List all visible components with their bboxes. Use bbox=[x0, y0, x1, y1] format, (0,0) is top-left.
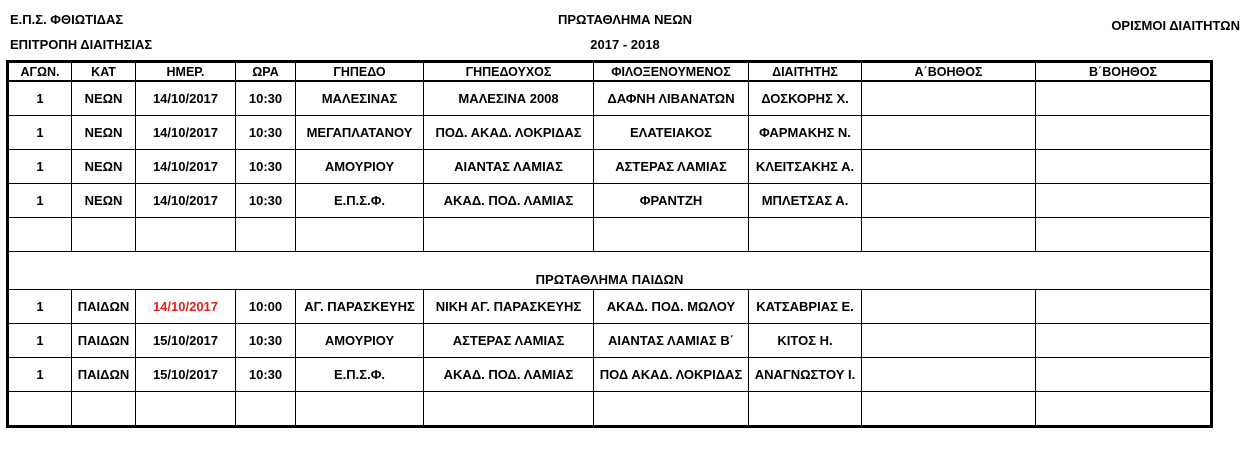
cell-assistant-1 bbox=[862, 184, 1036, 218]
table-row bbox=[9, 184, 1211, 218]
section-row bbox=[9, 252, 1211, 290]
cell-date: 14/10/2017 bbox=[136, 290, 236, 324]
cell-stadium bbox=[296, 392, 424, 426]
cell-home-team bbox=[424, 218, 594, 252]
cell-category: ΠΑΙΔΩΝ bbox=[72, 290, 136, 324]
cell-away-team: ΔΑΦΝΗ ΛΙΒΑΝΑΤΩΝ bbox=[594, 81, 749, 116]
cell-assistant-2 bbox=[1036, 184, 1211, 218]
cell-match-number: 1 bbox=[9, 184, 72, 218]
cell-date: 15/10/2017 bbox=[136, 324, 236, 358]
cell-category: ΝΕΩΝ bbox=[72, 184, 136, 218]
column-header-assistant-1: Α΄ΒΟΗΘΟΣ bbox=[862, 63, 1036, 82]
cell-away-team: ΑΙΑΝΤΑΣ ΛΑΜΙΑΣ Β΄ bbox=[594, 324, 749, 358]
cell-assistant-2 bbox=[1036, 81, 1211, 116]
cell-date: 14/10/2017 bbox=[136, 116, 236, 150]
column-header-category: ΚΑΤ bbox=[72, 63, 136, 82]
cell-stadium bbox=[296, 218, 424, 252]
cell-date: 14/10/2017 bbox=[136, 81, 236, 116]
table-row bbox=[9, 81, 1211, 116]
cell-time bbox=[236, 392, 296, 426]
cell-time: 10:00 bbox=[236, 290, 296, 324]
cell-referee: ΚΙΤΟΣ Η. bbox=[749, 324, 862, 358]
cell-stadium: ΜΑΛΕΣΙΝΑΣ bbox=[296, 81, 424, 116]
cell-time: 10:30 bbox=[236, 81, 296, 116]
cell-assistant-1 bbox=[862, 116, 1036, 150]
cell-stadium: Ε.Π.Σ.Φ. bbox=[296, 358, 424, 392]
cell-time bbox=[236, 218, 296, 252]
cell-time: 10:30 bbox=[236, 116, 296, 150]
cell-assistant-1 bbox=[862, 392, 1036, 426]
table-header-row bbox=[9, 63, 1211, 82]
cell-stadium: ΑΓ. ΠΑΡΑΣΚΕΥΗΣ bbox=[296, 290, 424, 324]
cell-assistant-2 bbox=[1036, 358, 1211, 392]
cell-stadium: ΜΕΓΑΠΛΑΤΑΝΟΥ bbox=[296, 116, 424, 150]
organization-name: Ε.Π.Σ. ΦΘΙΩΤΙΔΑΣ bbox=[10, 12, 124, 27]
column-header-assistant-2: Β΄ΒΟΗΘΟΣ bbox=[1036, 63, 1211, 82]
cell-date bbox=[136, 392, 236, 426]
cell-away-team: ΑΚΑΔ. ΠΟΔ. ΜΩΛΟΥ bbox=[594, 290, 749, 324]
cell-match-number: 1 bbox=[9, 358, 72, 392]
section-title: ΠΡΩΤΑΘΛΗΜΑ ΠΑΙΔΩΝ bbox=[9, 252, 1211, 290]
cell-referee: ΑΝΑΓΝΩΣΤΟΥ Ι. bbox=[749, 358, 862, 392]
table-row bbox=[9, 392, 1211, 426]
document-title: ΠΡΩΤΑΘΛΗΜΑ ΝΕΩΝ bbox=[557, 12, 693, 27]
assignments-title: ΟΡΙΣΜΟΙ ΔΙΑΙΤΗΤΩΝ bbox=[1111, 18, 1240, 33]
table-row bbox=[9, 116, 1211, 150]
cell-away-team bbox=[594, 218, 749, 252]
cell-assistant-2 bbox=[1036, 324, 1211, 358]
cell-match-number: 1 bbox=[9, 81, 72, 116]
cell-time: 10:30 bbox=[236, 358, 296, 392]
cell-assistant-2 bbox=[1036, 218, 1211, 252]
cell-match-number bbox=[9, 218, 72, 252]
cell-assistant-2 bbox=[1036, 150, 1211, 184]
cell-assistant-1 bbox=[862, 150, 1036, 184]
cell-referee bbox=[749, 218, 862, 252]
cell-home-team: ΑΚΑΔ. ΠΟΔ. ΛΑΜΙΑΣ bbox=[424, 184, 594, 218]
season-label: 2017 - 2018 bbox=[590, 37, 660, 52]
referee-assignments-table bbox=[8, 62, 1211, 426]
column-header-time: ΩΡΑ bbox=[236, 63, 296, 82]
cell-match-number: 1 bbox=[9, 116, 72, 150]
cell-assistant-1 bbox=[862, 324, 1036, 358]
cell-home-team: ΑΙΑΝΤΑΣ ΛΑΜΙΑΣ bbox=[424, 150, 594, 184]
cell-time: 10:30 bbox=[236, 324, 296, 358]
table-row bbox=[9, 290, 1211, 324]
cell-category: ΝΕΩΝ bbox=[72, 150, 136, 184]
cell-referee: ΚΛΕΙΤΣΑΚΗΣ Α. bbox=[749, 150, 862, 184]
cell-match-number: 1 bbox=[9, 290, 72, 324]
cell-match-number: 1 bbox=[9, 150, 72, 184]
cell-category: ΝΕΩΝ bbox=[72, 116, 136, 150]
cell-home-team: ΑΣΤΕΡΑΣ ΛΑΜΙΑΣ bbox=[424, 324, 594, 358]
cell-category bbox=[72, 218, 136, 252]
cell-home-team: ΜΑΛΕΣΙΝΑ 2008 bbox=[424, 81, 594, 116]
cell-assistant-1 bbox=[862, 218, 1036, 252]
column-header-referee: ΔΙΑΙΤΗΤΗΣ bbox=[749, 63, 862, 82]
cell-stadium: Ε.Π.Σ.Φ. bbox=[296, 184, 424, 218]
cell-home-team: ΑΚΑΔ. ΠΟΔ. ΛΑΜΙΑΣ bbox=[424, 358, 594, 392]
cell-away-team: ΕΛΑΤΕΙΑΚΟΣ bbox=[594, 116, 749, 150]
column-header-away-team: ΦΙΛΟΞΕΝΟΥΜΕΝΟΣ bbox=[594, 63, 749, 82]
cell-assistant-1 bbox=[862, 81, 1036, 116]
table-row bbox=[9, 324, 1211, 358]
cell-referee: ΦΑΡΜΑΚΗΣ Ν. bbox=[749, 116, 862, 150]
cell-away-team: ΠΟΔ ΑΚΑΔ. ΛΟΚΡΙΔΑΣ bbox=[594, 358, 749, 392]
cell-assistant-2 bbox=[1036, 290, 1211, 324]
cell-away-team: ΦΡΑΝΤΖΗ bbox=[594, 184, 749, 218]
cell-date: 15/10/2017 bbox=[136, 358, 236, 392]
cell-date: 14/10/2017 bbox=[136, 150, 236, 184]
cell-time: 10:30 bbox=[236, 150, 296, 184]
table-row bbox=[9, 218, 1211, 252]
cell-assistant-2 bbox=[1036, 392, 1211, 426]
cell-referee: ΚΑΤΣΑΒΡΙΑΣ Ε. bbox=[749, 290, 862, 324]
column-header-stadium: ΓΗΠΕΔΟ bbox=[296, 63, 424, 82]
cell-match-number: 1 bbox=[9, 324, 72, 358]
cell-assistant-1 bbox=[862, 290, 1036, 324]
cell-stadium: ΑΜΟΥΡΙΟΥ bbox=[296, 324, 424, 358]
column-header-home-team: ΓΗΠΕΔΟΥΧΟΣ bbox=[424, 63, 594, 82]
cell-category bbox=[72, 392, 136, 426]
cell-assistant-2 bbox=[1036, 116, 1211, 150]
cell-category: ΝΕΩΝ bbox=[72, 81, 136, 116]
column-header-match: ΑΓΩΝ. bbox=[9, 63, 72, 82]
committee-name: ΕΠΙΤΡΟΠΗ ΔΙΑΙΤΗΣΙΑΣ bbox=[10, 37, 153, 52]
table-row bbox=[9, 150, 1211, 184]
cell-home-team: ΝΙΚΗ ΑΓ. ΠΑΡΑΣΚΕΥΗΣ bbox=[424, 290, 594, 324]
cell-date bbox=[136, 218, 236, 252]
cell-away-team bbox=[594, 392, 749, 426]
cell-time: 10:30 bbox=[236, 184, 296, 218]
cell-referee: ΜΠΛΕΤΣΑΣ Α. bbox=[749, 184, 862, 218]
cell-stadium: ΑΜΟΥΡΙΟΥ bbox=[296, 150, 424, 184]
cell-assistant-1 bbox=[862, 358, 1036, 392]
cell-away-team: ΑΣΤΕΡΑΣ ΛΑΜΙΑΣ bbox=[594, 150, 749, 184]
cell-referee bbox=[749, 392, 862, 426]
cell-home-team: ΠΟΔ. ΑΚΑΔ. ΛΟΚΡΙΔΑΣ bbox=[424, 116, 594, 150]
cell-category: ΠΑΙΔΩΝ bbox=[72, 324, 136, 358]
cell-referee: ΔΟΣΚΟΡΗΣ Χ. bbox=[749, 81, 862, 116]
cell-date: 14/10/2017 bbox=[136, 184, 236, 218]
column-header-date: ΗΜΕΡ. bbox=[136, 63, 236, 82]
cell-category: ΠΑΙΔΩΝ bbox=[72, 358, 136, 392]
cell-match-number bbox=[9, 392, 72, 426]
table-row bbox=[9, 358, 1211, 392]
cell-home-team bbox=[424, 392, 594, 426]
